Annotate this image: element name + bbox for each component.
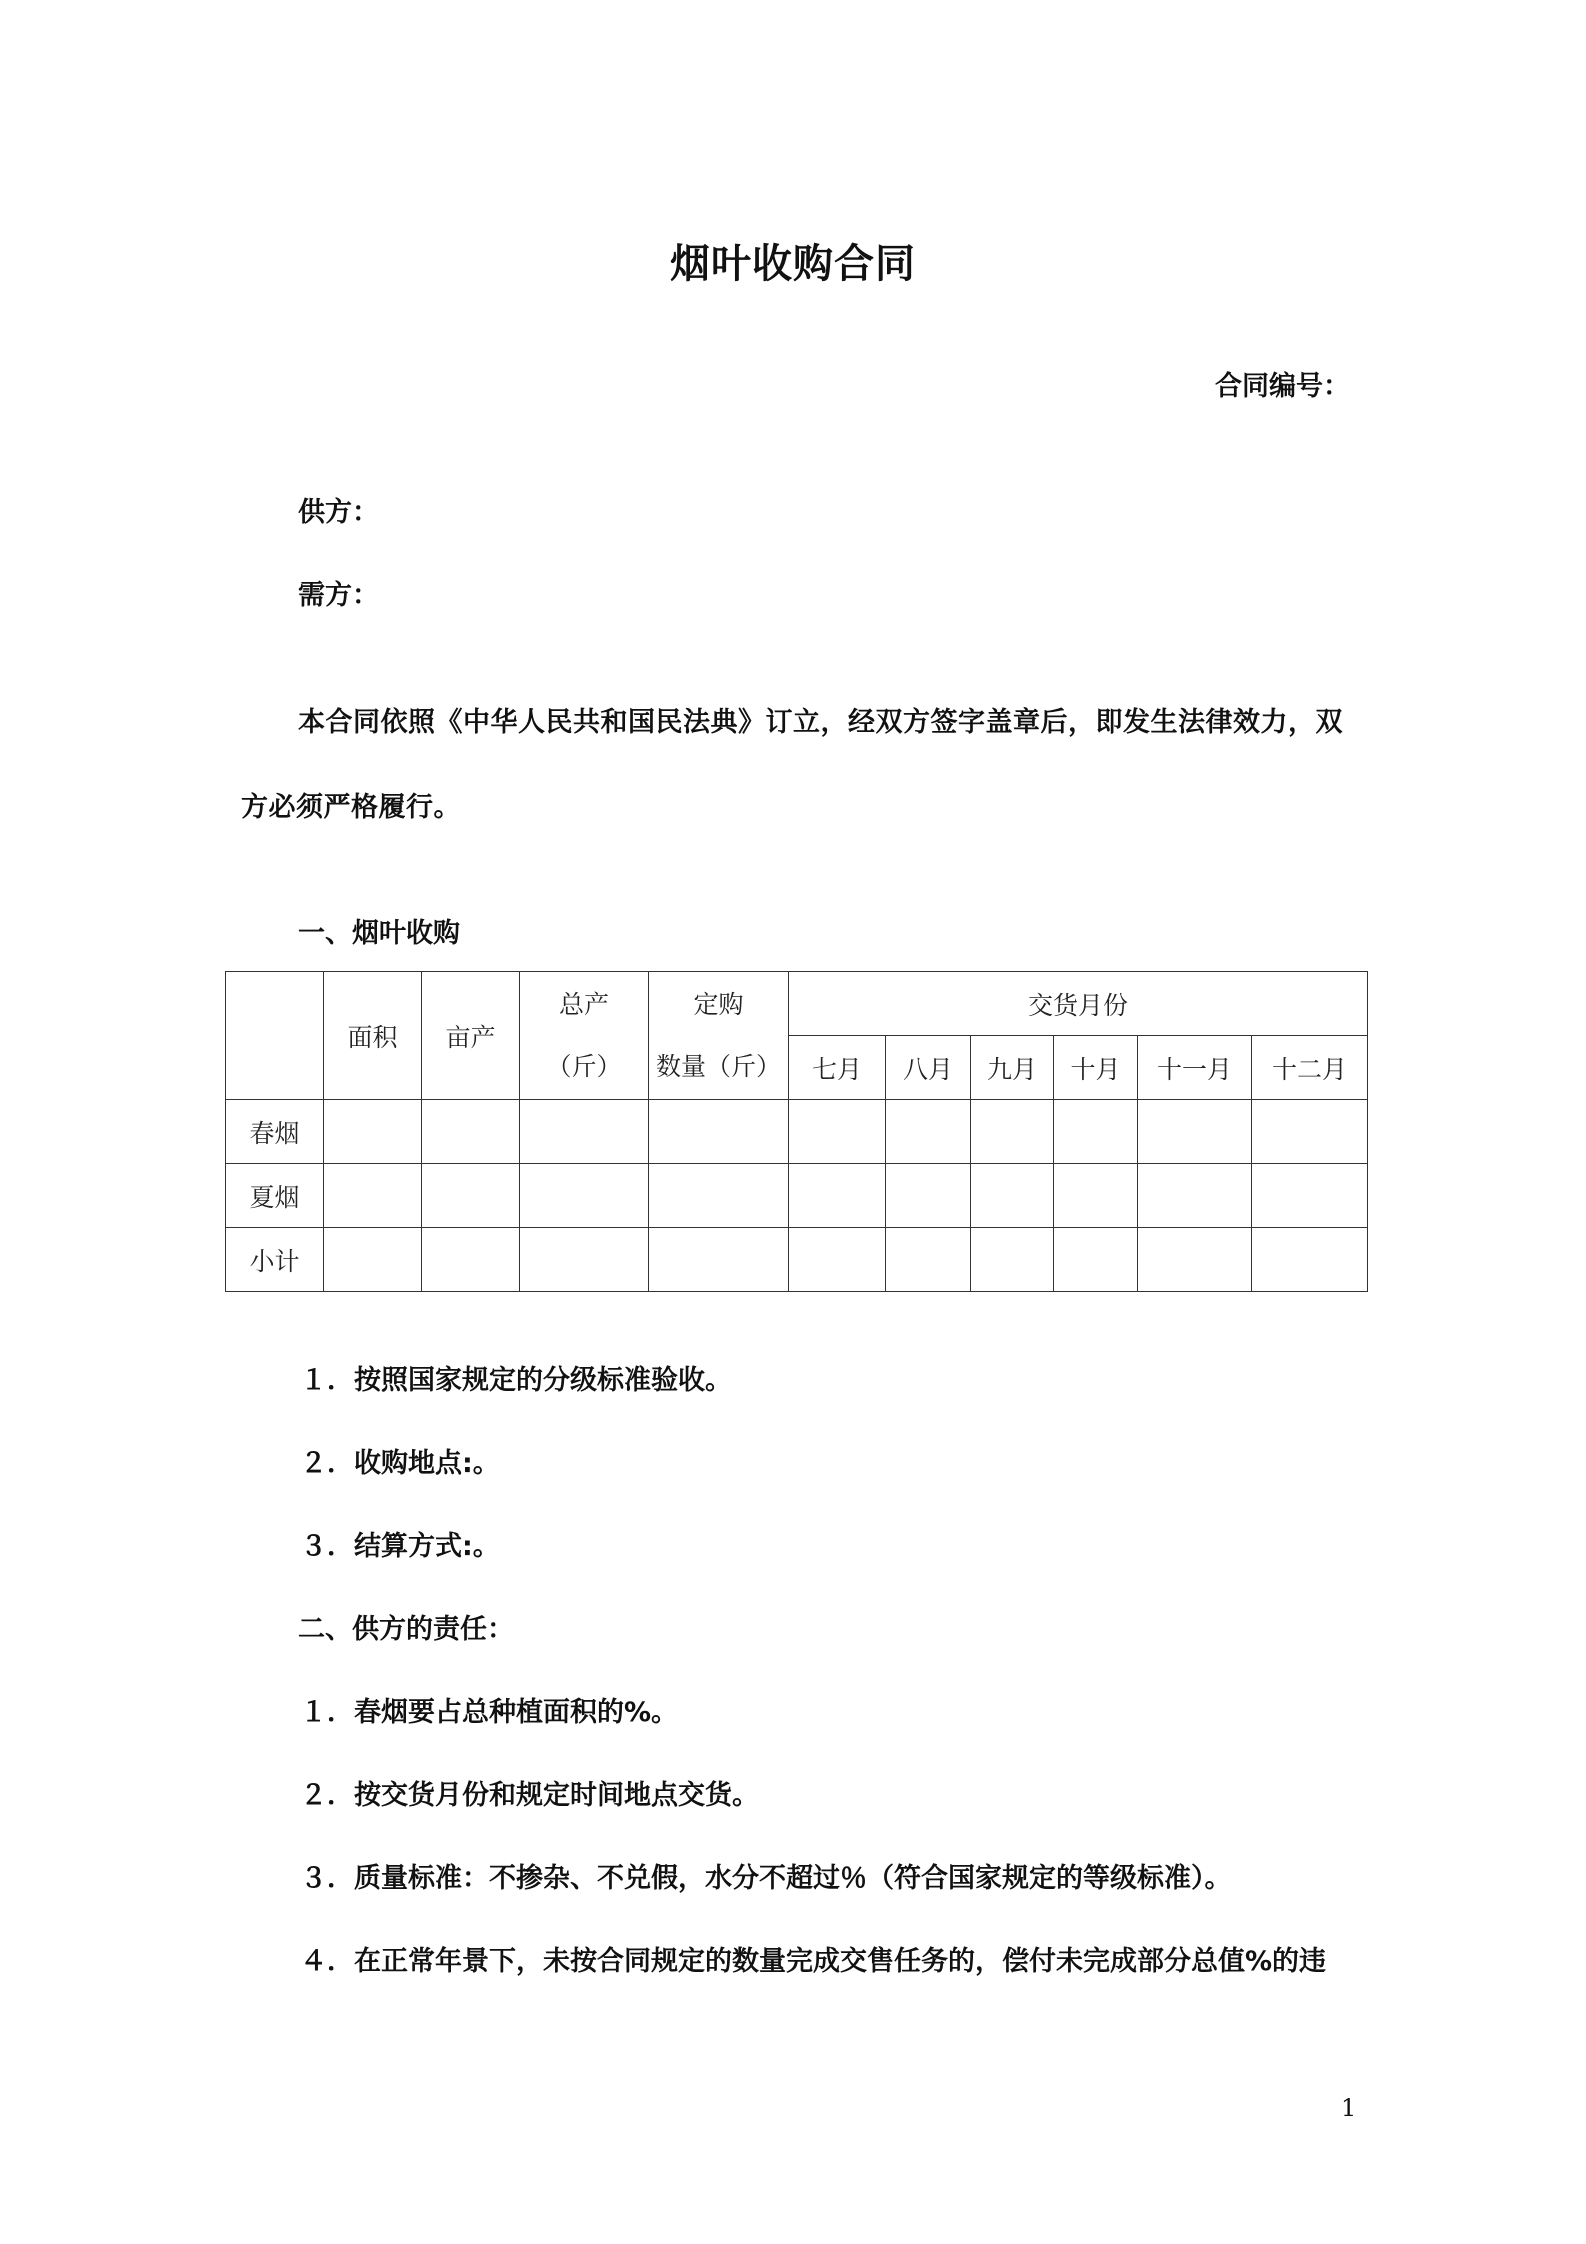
table-row-subtotal xyxy=(226,1228,1368,1292)
month-header-cell: 十月 xyxy=(1054,1036,1138,1100)
month-header-cell: 七月 xyxy=(789,1036,886,1100)
table-cell xyxy=(789,1100,886,1164)
header-delivery-month: 交货月份 xyxy=(789,972,1368,1036)
table-cell xyxy=(1054,1100,1138,1164)
table-cell xyxy=(886,1164,971,1228)
table-cell xyxy=(1252,1164,1368,1228)
table-cell xyxy=(520,1228,649,1292)
table-cell xyxy=(520,1164,649,1228)
table-cell xyxy=(789,1164,886,1228)
table-row-summer xyxy=(226,1164,1368,1228)
table-cell xyxy=(886,1100,971,1164)
table-cell xyxy=(324,1228,422,1292)
table-cell xyxy=(649,1100,789,1164)
section-1-item-2: ２．收购地点:。 xyxy=(300,1448,500,1479)
table-cell xyxy=(971,1164,1054,1228)
header-order-quantity xyxy=(649,972,789,1100)
section-2-item-1: １．春烟要占总种植面积的%。 xyxy=(300,1697,679,1728)
table-cell xyxy=(520,1100,649,1164)
table-cell xyxy=(324,1164,422,1228)
header-order-quantity-line-1: 定购 xyxy=(693,989,744,1019)
table-cell xyxy=(1252,1100,1368,1164)
table-cell xyxy=(422,1164,520,1228)
month-header-cell: 九月 xyxy=(971,1036,1054,1100)
row-label-subtotal: 小计 xyxy=(226,1228,324,1292)
section-2-item-3: ３．质量标准：不掺杂、不兑假，水分不超过％（符合国家规定的等级标准）。 xyxy=(300,1863,1232,1894)
table-cell xyxy=(422,1100,520,1164)
section-1-heading: 一、烟叶收购 xyxy=(298,918,460,949)
table-cell xyxy=(1138,1164,1252,1228)
row-label-summer-tobacco: 夏烟 xyxy=(226,1164,324,1228)
table-row-spring xyxy=(226,1100,1368,1164)
table-cell xyxy=(1054,1164,1138,1228)
row-label-spring-tobacco: 春烟 xyxy=(226,1100,324,1164)
section-2-item-2: ２．按交货月份和规定时间地点交货。 xyxy=(300,1780,759,1811)
table-cell xyxy=(789,1228,886,1292)
page-number: 1 xyxy=(1341,2094,1357,2122)
table-cell xyxy=(1054,1228,1138,1292)
table-cell xyxy=(971,1228,1054,1292)
document-title: 烟叶收购合同 xyxy=(670,241,916,287)
header-total-output xyxy=(520,972,649,1100)
table-cell xyxy=(1138,1228,1252,1292)
table-cell xyxy=(971,1100,1054,1164)
contract-number-label: 合同编号： xyxy=(1215,371,1350,402)
header-blank-cell xyxy=(226,972,324,1100)
intro-paragraph-line-2: 方必须严格履行。 xyxy=(241,792,461,823)
header-order-quantity-line-2: 数量（斤） xyxy=(655,1051,781,1081)
section-1-item-3: ３．结算方式:。 xyxy=(300,1531,500,1562)
header-total-output-line-2: （斤） xyxy=(546,1051,622,1081)
section-1-item-1: １．按照国家规定的分级标准验收。 xyxy=(300,1365,732,1396)
table-cell xyxy=(324,1100,422,1164)
table-cell xyxy=(649,1164,789,1228)
month-header-cell: 十二月 xyxy=(1252,1036,1368,1100)
table-cell xyxy=(649,1228,789,1292)
intro-paragraph-line-1: 本合同依照《中华人民共和国民法典》订立，经双方签字盖章后，即发生法律效力，双 xyxy=(298,707,1343,738)
table-cell xyxy=(1252,1228,1368,1292)
buyer-label: 需方： xyxy=(298,580,379,611)
section-2-item-4: ４．在正常年景下，未按合同规定的数量完成交售任务的，偿付未完成部分总值%的违 xyxy=(300,1946,1327,1977)
month-header-cell: 十一月 xyxy=(1138,1036,1252,1100)
header-yield-per-mu: 亩产 xyxy=(422,972,520,1100)
table-cell xyxy=(422,1228,520,1292)
header-area: 面积 xyxy=(324,972,422,1100)
table-cell xyxy=(1138,1100,1252,1164)
header-total-output-line-1: 总产 xyxy=(558,989,609,1019)
section-2-heading: 二、供方的责任： xyxy=(298,1614,514,1645)
month-header-cell: 八月 xyxy=(886,1036,971,1100)
table-cell xyxy=(886,1228,971,1292)
tobacco-purchase-table xyxy=(225,971,1368,1292)
supplier-label: 供方： xyxy=(298,497,379,528)
